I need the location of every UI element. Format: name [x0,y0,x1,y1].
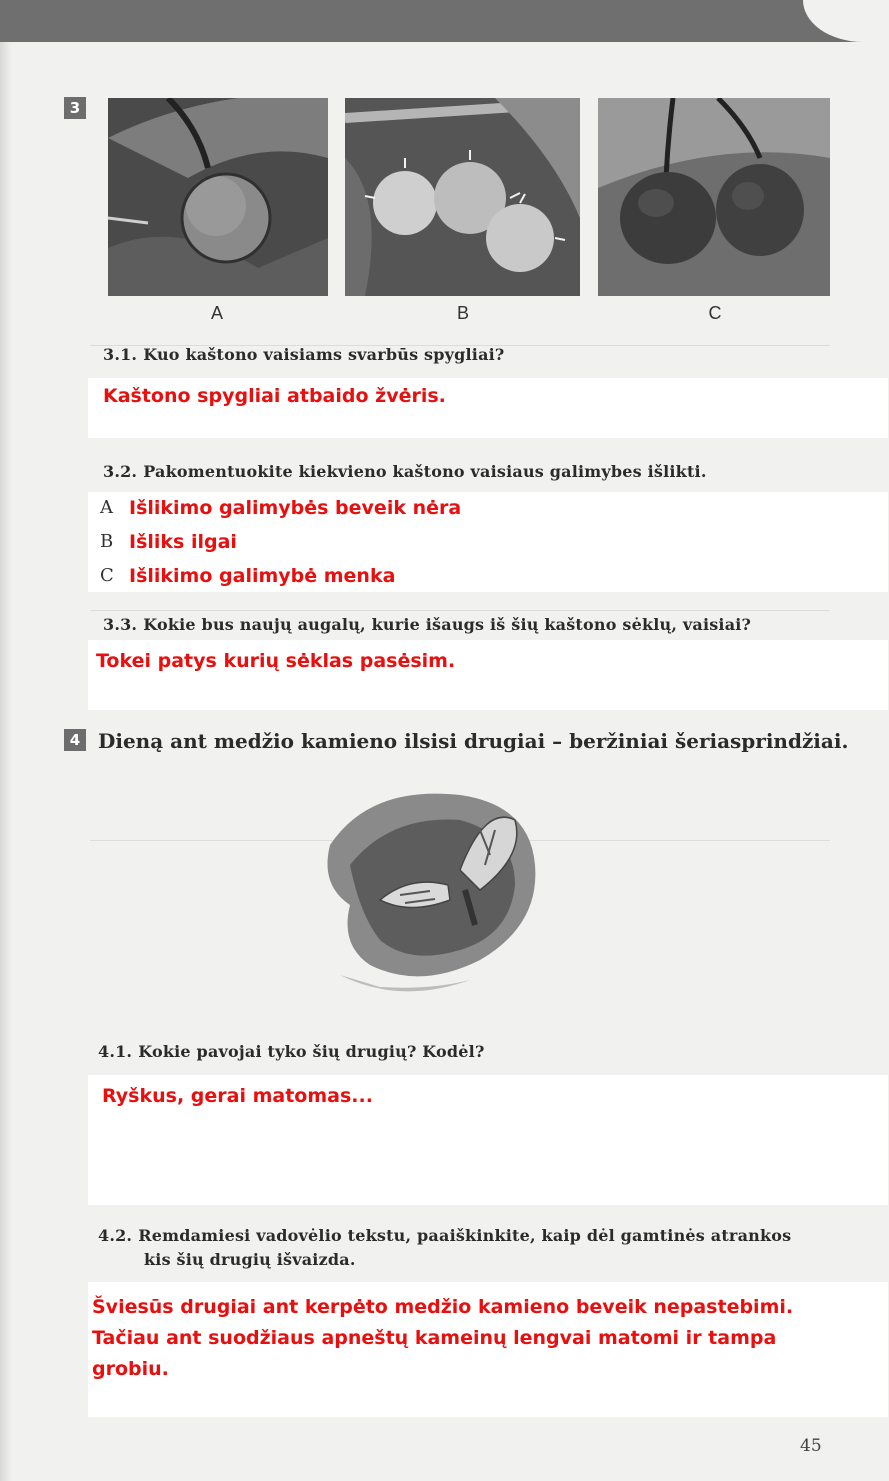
answer-line: Šviesūs drugiai ant kerpėto medžio kamieno beveik nepastebimi. [92,1296,794,1318]
option-letter-a: A [100,497,113,518]
chestnut-photo-b [345,98,580,296]
photo-label-b: B [456,303,469,323]
question-number: 3.1. [103,345,138,364]
answer-3-2-c: Išlikimo galimybė menka [129,565,396,587]
chestnut-photo-a [108,98,328,296]
question-3-2 [103,462,707,481]
page-edge-shadow [0,42,12,1481]
option-letter-b: B [100,531,114,552]
page-number: 45 [800,1436,822,1456]
answer-3-2-a: Išlikimo galimybės beveik nėra [129,497,462,519]
answer-4-1: Ryškus, gerai matomas... [102,1085,373,1107]
answer-4-2 [92,1292,793,1385]
task-4-badge: 4 [64,729,86,751]
question-text: Remdamiesi vadovėlio tekstu, paaiškinkite, kaip dėl gamtinės atrankos [138,1226,792,1245]
question-number: 4.1. [98,1042,133,1061]
question-number: 4.2. [98,1226,133,1245]
question-number: 3.3. [103,615,138,634]
question-text-continued: kis šių drugių išvaizda. [144,1250,356,1269]
answer-3-2-b: Išliks ilgai [129,531,237,553]
question-4-2 [98,1224,791,1272]
answer-3-1: Kaštono spygliai atbaido žvėris. [103,385,446,407]
question-text: Kokie pavojai tyko šių drugių? Kodėl? [138,1042,485,1061]
question-4-1 [98,1042,485,1061]
question-number: 3.2. [103,462,138,481]
question-3-1 [103,345,505,364]
moth-illustration [310,775,550,995]
question-text: Kokie bus naujų augalų, kurie išaugs iš šių kaštono sėklų, vaisiai? [143,615,752,634]
answer-3-3: Tokei patys kurių sėklas pasėsim. [96,650,456,672]
answer-line: grobiu. [92,1358,169,1380]
chestnut-photo-c [598,98,830,296]
faint-line [90,610,830,611]
answer-line: Tačiau ant suodžiaus apneštų kameinų lengvai matomi ir tampa [92,1327,777,1349]
task-3-badge: 3 [64,97,86,119]
page-top-band [0,0,889,42]
question-text: Pakomentuokite kiekvieno kaštono vaisiaus galimybes išlikti. [143,462,707,481]
photo-label-c: C [708,303,722,323]
photo-label-a: A [210,303,223,323]
task-4-heading: Dieną ant medžio kamieno ilsisi drugiai – beržiniai šeriasprindžiai. [98,729,849,753]
question-3-3 [103,615,751,634]
option-letter-c: C [100,565,114,586]
question-text: Kuo kaštono vaisiams svarbūs spygliai? [143,345,505,364]
